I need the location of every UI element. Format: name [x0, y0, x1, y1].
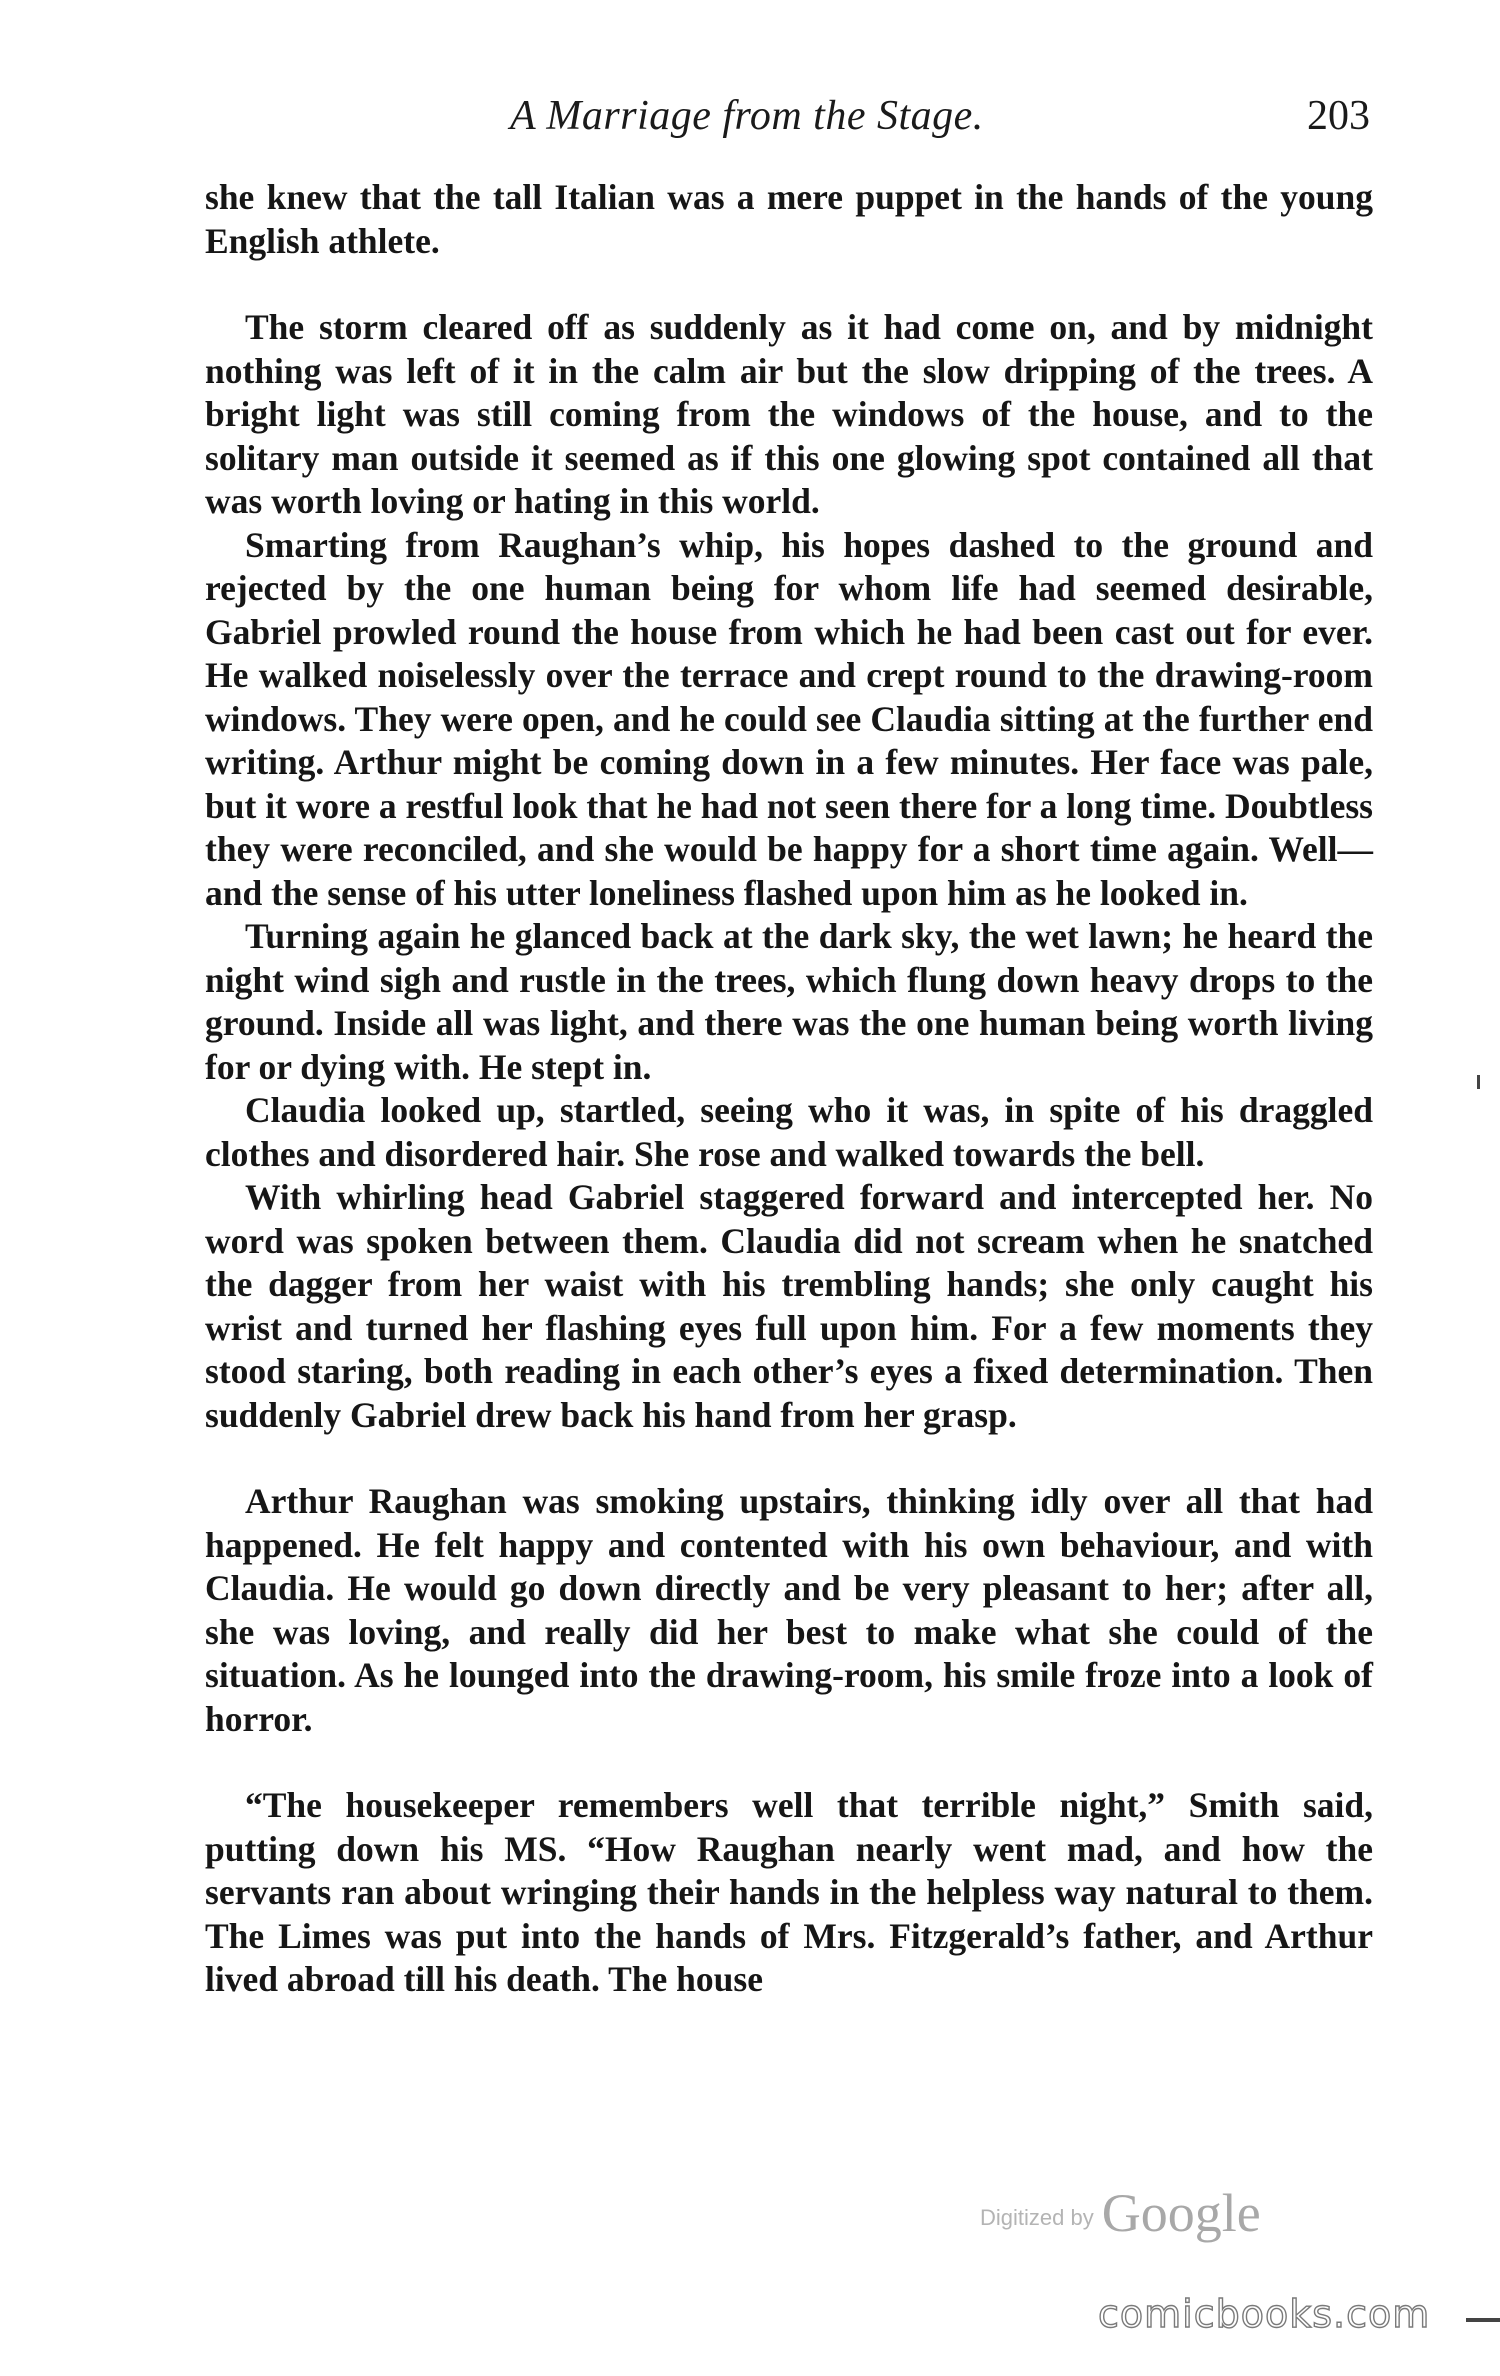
edge-mark	[1477, 1075, 1480, 1089]
digitized-by-google-mark	[980, 2182, 1261, 2244]
body-text	[205, 176, 1373, 2002]
digitized-label: Digitized by	[980, 2205, 1094, 2230]
edge-mark	[1466, 2318, 1500, 2322]
google-logo-text: Google	[1101, 2183, 1261, 2243]
paragraph: The storm cleared off as suddenly as it had come on, and by midnight nothing was left of it in the calm air but the slow dripping of the trees. A bright light was still coming from the windows of the house, and to the solitary man outside it seemed as if this one glowing spot contained all that was worth loving or hating in this world.	[205, 307, 1373, 521]
paragraph: Smarting from Raughan’s whip, his hopes dashed to the ground and rejected by the one human being for whom life had seemed desirable, Gabriel prowled round the house from which he had been cast out for ever. He walked noiselessly over the terrace and crept round to the drawing-room windows. They were open, and he could see Claudia sitting at the further end writing. Arthur might be coming down in a few minutes. Her face was pale, but it wore a restful look that he had not seen there for a long time. Doubtless they were reconciled, and she would be happy for a short time again. Well—and the sense of his utter loneliness flashed upon him as he looked in.	[205, 524, 1373, 913]
paragraph: Turning again he glanced back at the dark sky, the wet lawn; he heard the night wind sigh and rustle in the trees, which flung down heavy drops to the ground. Inside all was light, and there was the one human being worth living for or dying with. He stept in.	[205, 916, 1373, 1087]
site-watermark: comicbooks.com	[1098, 2292, 1431, 2336]
page-number: 203	[1307, 93, 1370, 139]
paragraph: Claudia looked up, startled, seeing who it was, in spite of his draggled clothes and disordered hair. She rose and walked towards the bell.	[205, 1090, 1373, 1174]
running-title: A Marriage from the Stage.	[510, 93, 984, 139]
paragraph: Arthur Raughan was smoking upstairs, thinking idly over all that had happened. He felt happy and contented with his own behaviour, and with Claudia. He would go down directly and be very pleasant to her; after all, she was loving, and really did her best to make what she could of the situation. As he lounged into the drawing-room, his smile froze into a look of horror.	[205, 1481, 1373, 1739]
paragraph: With whirling head Gabriel staggered forward and intercepted her. No word was spoken between them. Claudia did not scream when he snatched the dagger from her waist with his trembling hands; she only caught his wrist and turned her flashing eyes full upon him. For a few moments they stood staring, both reading in each other’s eyes a fixed determination. Then suddenly Gabriel drew back his hand from her grasp.	[205, 1177, 1373, 1435]
paragraph: “The housekeeper remembers well that terrible night,” Smith said, putting down his MS. “How Raughan nearly went mad, and how the servants ran about wringing their hands in the helpless way natural to them. The Limes was put into the hands of Mrs. Fitzgerald’s father, and Arthur lived abroad till his death. The house	[205, 1785, 1373, 1999]
paragraph: she knew that the tall Italian was a mere puppet in the hands of the young English athlete.	[205, 177, 1373, 261]
